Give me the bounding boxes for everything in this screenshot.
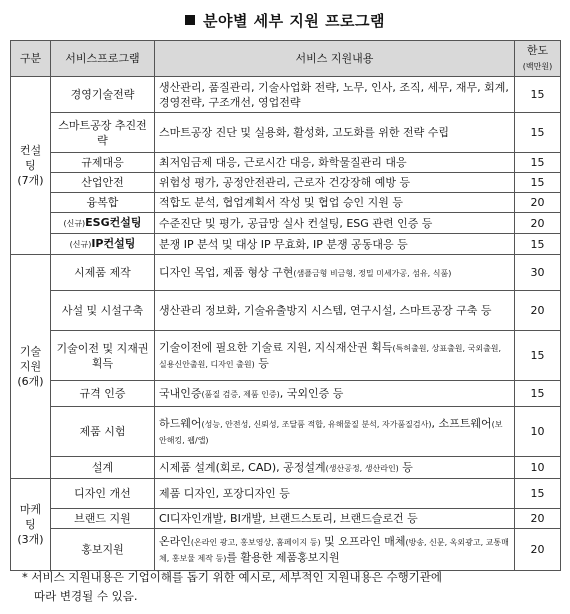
program-name: 규제대응 xyxy=(51,153,155,173)
category-count: (6개) xyxy=(17,375,44,388)
program-content-tail: , 국외인증 등 xyxy=(279,386,344,400)
program-content-cell xyxy=(155,529,515,571)
header-limit-label: 한도 xyxy=(526,44,549,57)
program-limit: 20 xyxy=(515,509,561,529)
header-content: 서비스 지원내용 xyxy=(155,41,515,77)
program-name: 브랜드 지원 xyxy=(51,509,155,529)
table-row xyxy=(11,234,561,255)
program-content-tail: 등 xyxy=(398,460,413,474)
header-limit-unit: (백만원) xyxy=(522,62,553,71)
program-name: 스마트공장 추진전략 xyxy=(51,113,155,153)
table-row xyxy=(11,381,561,407)
program-name: 경영기술전략 xyxy=(51,77,155,113)
program-name: ESG컨설팅 xyxy=(85,216,142,229)
table-row xyxy=(11,529,561,571)
program-content-detail-2: (보안해킹, 웹/앱) xyxy=(159,419,503,445)
program-content: CI디자인개발, BI개발, 브랜드스토리, 브랜드슬로건 등 xyxy=(155,509,515,529)
program-content: 최저임금제 대응, 근로시간 대응, 화학물질관리 대응 xyxy=(155,153,515,173)
table-header-row xyxy=(11,41,561,77)
program-content-cell xyxy=(155,255,515,291)
program-name: 제품 시험 xyxy=(51,407,155,457)
program-limit: 15 xyxy=(515,173,561,193)
table-row xyxy=(11,407,561,457)
program-content: 기술이전에 필요한 기술료 지원, 지식재산권 획득 xyxy=(159,340,393,354)
program-limit: 10 xyxy=(515,407,561,457)
program-content: 국내인증 xyxy=(159,386,202,400)
program-limit: 15 xyxy=(515,479,561,509)
square-bullet-icon xyxy=(185,15,195,25)
program-content-cell xyxy=(155,457,515,479)
category-cell xyxy=(11,479,51,571)
table-row xyxy=(11,113,561,153)
program-limit: 10 xyxy=(515,457,561,479)
table-row xyxy=(11,153,561,173)
program-table xyxy=(10,40,561,571)
program-content: 적합도 분석, 협업계획서 작성 및 협업 승인 지원 등 xyxy=(155,193,515,213)
program-name: 시제품 제작 xyxy=(51,255,155,291)
program-content-detail-2: (방송, 신문, 옥외광고, 교통매체, 홍보물 제작 등) xyxy=(159,537,509,563)
program-content-cell xyxy=(155,331,515,381)
program-content-detail: (샘플금형 비금형, 정밀 미세가공, 섬유, 식품) xyxy=(293,268,452,278)
program-content: 시제품 설계(회로, CAD), 공정설계 xyxy=(159,460,326,474)
program-name: 규격 인증 xyxy=(51,381,155,407)
program-content: 하드웨어 xyxy=(159,416,202,430)
program-content: 디자인 목업, 제품 형상 구현 xyxy=(159,265,294,279)
program-name: 융복합 xyxy=(51,193,155,213)
category-name: 컨설팅 xyxy=(19,144,42,172)
program-content: 생산관리 정보화, 기술유출방지 시스템, 연구시설, 스마트공장 구축 등 xyxy=(155,291,515,331)
table-row xyxy=(11,193,561,213)
new-prefix: (신규) xyxy=(69,240,92,249)
program-content-detail: (품질 검증, 제품 인증) xyxy=(201,389,280,399)
program-content-tail: 등 xyxy=(254,356,269,370)
program-limit: 15 xyxy=(515,77,561,113)
program-limit: 15 xyxy=(515,331,561,381)
category-name: 마케팅 xyxy=(19,503,42,531)
program-content: 스마트공장 진단 및 실용화, 활성화, 고도화를 위한 전략 수립 xyxy=(155,113,515,153)
category-cell xyxy=(11,77,51,255)
category-count: (7개) xyxy=(17,174,44,187)
program-limit: 15 xyxy=(515,381,561,407)
program-limit: 20 xyxy=(515,529,561,571)
program-content: 생산관리, 품질관리, 기술사업화 전략, 노무, 인사, 조직, 세무, 재무, 회계, 경영전략, 구조개선, 영업전략 xyxy=(155,77,515,113)
program-limit: 15 xyxy=(515,113,561,153)
program-content-detail: (온라인 광고, 홍보영상, 홈페이지 등) xyxy=(190,537,321,547)
table-row xyxy=(11,77,561,113)
program-content-tail: , 소프트웨어 xyxy=(431,416,492,430)
program-name: 디자인 개선 xyxy=(51,479,155,509)
program-content-detail: (생산공정, 생산라인) xyxy=(325,463,399,473)
program-name: 기술이전 및 지재권 획득 xyxy=(51,331,155,381)
program-name: 사설 및 시설구축 xyxy=(51,291,155,331)
program-name-cell xyxy=(51,213,155,234)
table-row xyxy=(11,291,561,331)
header-program: 서비스프로그램 xyxy=(51,41,155,77)
table-row xyxy=(11,213,561,234)
program-name-cell xyxy=(51,234,155,255)
program-content-cell xyxy=(155,407,515,457)
title-text: 분야별 세부 지원 프로그램 xyxy=(202,12,386,30)
program-content: 제품 디자인, 포장디자인 등 xyxy=(155,479,515,509)
footnote xyxy=(22,568,562,606)
footnote-line-1: * 서비스 지원내용은 기업이해를 돕기 위한 예시로, 세부적인 지원내용은 수행기관에 xyxy=(22,570,443,584)
program-name: 홍보지원 xyxy=(51,529,155,571)
program-content-tail: 및 오프라인 매체 xyxy=(320,534,406,548)
program-name: 설계 xyxy=(51,457,155,479)
table-row xyxy=(11,173,561,193)
category-name: 기술 지원 xyxy=(19,345,42,373)
table-row xyxy=(11,479,561,509)
header-category: 구분 xyxy=(11,41,51,77)
program-content-detail: (특허출원, 상표출원, 국외출원, 실용신안출원, 디자인 출원) xyxy=(159,343,502,369)
program-name: 산업안전 xyxy=(51,173,155,193)
program-content-cell xyxy=(155,381,515,407)
footnote-line-2: 따라 변경될 수 있음. xyxy=(34,589,138,603)
program-limit: 20 xyxy=(515,291,561,331)
table-row xyxy=(11,509,561,529)
program-content: 분쟁 IP 분석 및 대상 IP 무효화, IP 분쟁 공동대응 등 xyxy=(155,234,515,255)
program-limit: 30 xyxy=(515,255,561,291)
table-row xyxy=(11,255,561,291)
new-prefix: (신규) xyxy=(63,219,86,228)
program-content: 위험성 평가, 공정안전관리, 근로자 건강장해 예방 등 xyxy=(155,173,515,193)
program-limit: 15 xyxy=(515,234,561,255)
table-row xyxy=(11,457,561,479)
program-content: 수준진단 및 평가, 공급망 실사 컨설팅, ESG 관련 인증 등 xyxy=(155,213,515,234)
program-limit: 20 xyxy=(515,193,561,213)
category-count: (3개) xyxy=(17,533,44,546)
program-limit: 20 xyxy=(515,213,561,234)
program-content-detail: (성능, 안전성, 신뢰성, 조달품 적합, 유해물질 분석, 자가품질검사) xyxy=(201,419,432,429)
table-row xyxy=(11,331,561,381)
program-content: 온라인 xyxy=(159,534,191,548)
header-limit xyxy=(515,41,561,77)
program-content-tail-2: 를 활용한 제품홍보지원 xyxy=(226,550,340,564)
page-title xyxy=(0,10,570,31)
category-cell xyxy=(11,255,51,479)
program-limit: 15 xyxy=(515,153,561,173)
program-name: IP컨설팅 xyxy=(91,237,136,250)
